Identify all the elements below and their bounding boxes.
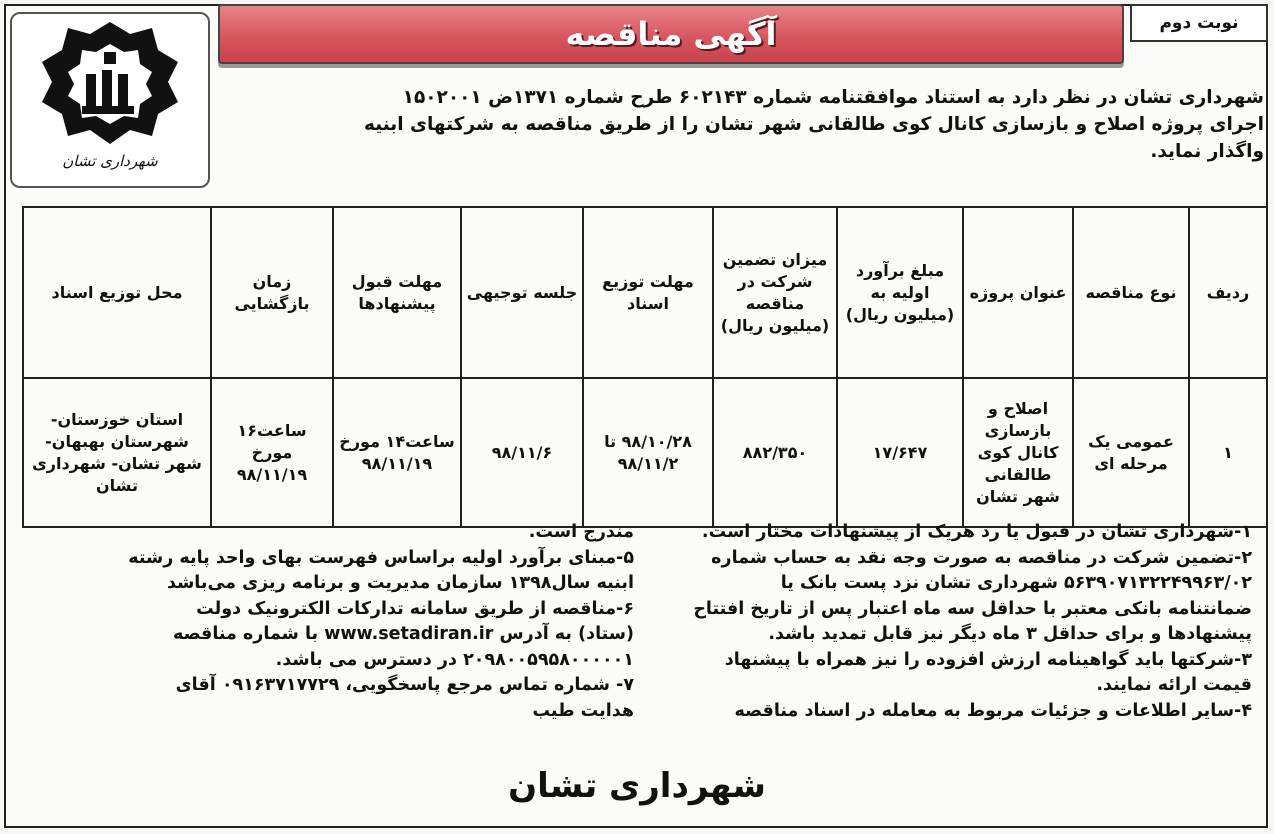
cell-guarantee: ۸۸۲/۳۵۰	[713, 378, 837, 527]
cell-doc-deadline: ۹۸/۱۰/۲۸ تا ۹۸/۱۱/۲	[583, 378, 713, 527]
note-line: ۵۶۳۹۰۷۱۳۲۲۴۹۹۶۳/۰۲ شهرداری تشان نزد پست بانک یا	[780, 573, 1252, 593]
note-line: پیشنهادها و برای حداقل ۳ ماه دیگر نیز قابل تمدید باشد.	[768, 624, 1252, 644]
notes-right-column	[652, 520, 1252, 724]
note-line: مندرج است.	[528, 522, 634, 542]
col-header-guarantee: میزان تضمین شرکت در مناقصه (میلیون ریال)	[713, 207, 837, 378]
note-line: ابنیه سال۱۳۹۸ سازمان مدیریت و برنامه ریزی می‌باشد	[166, 573, 634, 593]
note-line: (ستاد) به آدرس www.setadiran.ir با شماره مناقصه	[173, 624, 634, 644]
note-line: ۳-شرکتها باید گواهینامه ارزش افزوده را نیز همراه با پیشنهاد	[724, 649, 1252, 670]
cell-bid-deadline: ساعت۱۴ مورخ ۹۸/۱۱/۱۹	[333, 378, 461, 527]
terms-notes	[18, 520, 1264, 764]
signature: شهرداری تشان	[508, 766, 766, 806]
title-banner	[218, 4, 1124, 64]
intro-line: واگذار نماید.	[1150, 141, 1264, 162]
col-header-briefing: جلسه توجیهی	[461, 207, 583, 378]
cell-project-title: اصلاح و بازسازی کانال کوی طالقانی شهر تشان	[963, 378, 1073, 527]
col-header-opening-time: زمان بازگشایی	[211, 207, 333, 378]
table-header-row	[23, 207, 1267, 378]
municipality-logo	[10, 12, 210, 188]
note-line: ضمانتنامه بانکی معتبر با حداقل سه ماه اعتبار پس از تاریخ افتتاح	[693, 598, 1252, 619]
cell-estimate: ۱۷/۶۴۷	[837, 378, 963, 527]
notes-left-column	[34, 520, 634, 724]
col-header-estimate: مبلغ برآورد اولیه به (میلیون ریال)	[837, 207, 963, 378]
note-line: ۲-تضمین شرکت در مناقصه به صورت وجه نقد به حساب شماره	[711, 547, 1252, 568]
note-line: قیمت ارائه نمایند.	[1096, 675, 1252, 695]
note-line: ۴-سایر اطلاعات و جزئیات مربوط به معامله در اسناد مناقصه	[734, 700, 1252, 721]
logo-emblem-icon	[12, 14, 208, 154]
intro-line: اجرای پروژه اصلاح و بازسازی کانال کوی طالقانی شهر تشان را از طریق مناقصه به شرکتهای ابنیه	[363, 114, 1264, 135]
note-line: ۷- شماره تماس مرجع پاسخگویی، ۰۹۱۶۳۷۱۷۷۲۹ آقای	[175, 675, 634, 695]
tender-table	[22, 206, 1268, 528]
note-line: هدایت طیب	[532, 700, 634, 721]
cell-row-number: ۱	[1189, 378, 1267, 527]
col-header-doc-deadline: مهلت توزیع اسناد	[583, 207, 713, 378]
col-header-tender-type: نوع مناقصه	[1073, 207, 1189, 378]
page-title: آگهی مناقصه	[565, 15, 777, 53]
table-row	[23, 378, 1267, 527]
cell-tender-type: عمومی یک مرحله ای	[1073, 378, 1189, 527]
cell-doc-location: استان خوزستان- شهرستان بهبهان- شهر تشان- شهرداری تشان	[23, 378, 211, 527]
note-line: ۱-شهرداری تشان در قبول یا رد هریک از پیشنهادات مختار است.	[701, 522, 1252, 542]
col-header-doc-location: محل توزیع اسناد	[23, 207, 211, 378]
cell-briefing: ۹۸/۱۱/۶	[461, 378, 583, 527]
logo-caption: شهرداری تشان	[62, 152, 158, 170]
note-line: ۲۰۹۸۰۰۵۹۵۸۰۰۰۰۰۱ در دسترس می باشد.	[275, 649, 634, 670]
col-header-project-title: عنوان پروژه	[963, 207, 1073, 378]
note-line: ۵-مبنای برآورد اولیه براساس فهرست بهای واحد پایه رشته	[128, 547, 634, 568]
col-header-bid-deadline: مهلت قبول پیشنهادها	[333, 207, 461, 378]
edition-label: نوبت دوم	[1130, 4, 1268, 42]
intro-line: شهرداری تشان در نظر دارد به استناد موافقتنامه شماره ۶۰۲۱۴۳ طرح شماره ۱۳۷۱ض ۱۵۰۲۰۰۱	[402, 87, 1264, 108]
cell-opening-time: ساعت۱۶ مورخ ۹۸/۱۱/۱۹	[211, 378, 333, 527]
intro-paragraph	[218, 84, 1264, 202]
col-header-row-number: ردیف	[1189, 207, 1267, 378]
note-line: ۶-مناقصه از طریق سامانه تدارکات الکترونیک دولت	[196, 598, 634, 619]
